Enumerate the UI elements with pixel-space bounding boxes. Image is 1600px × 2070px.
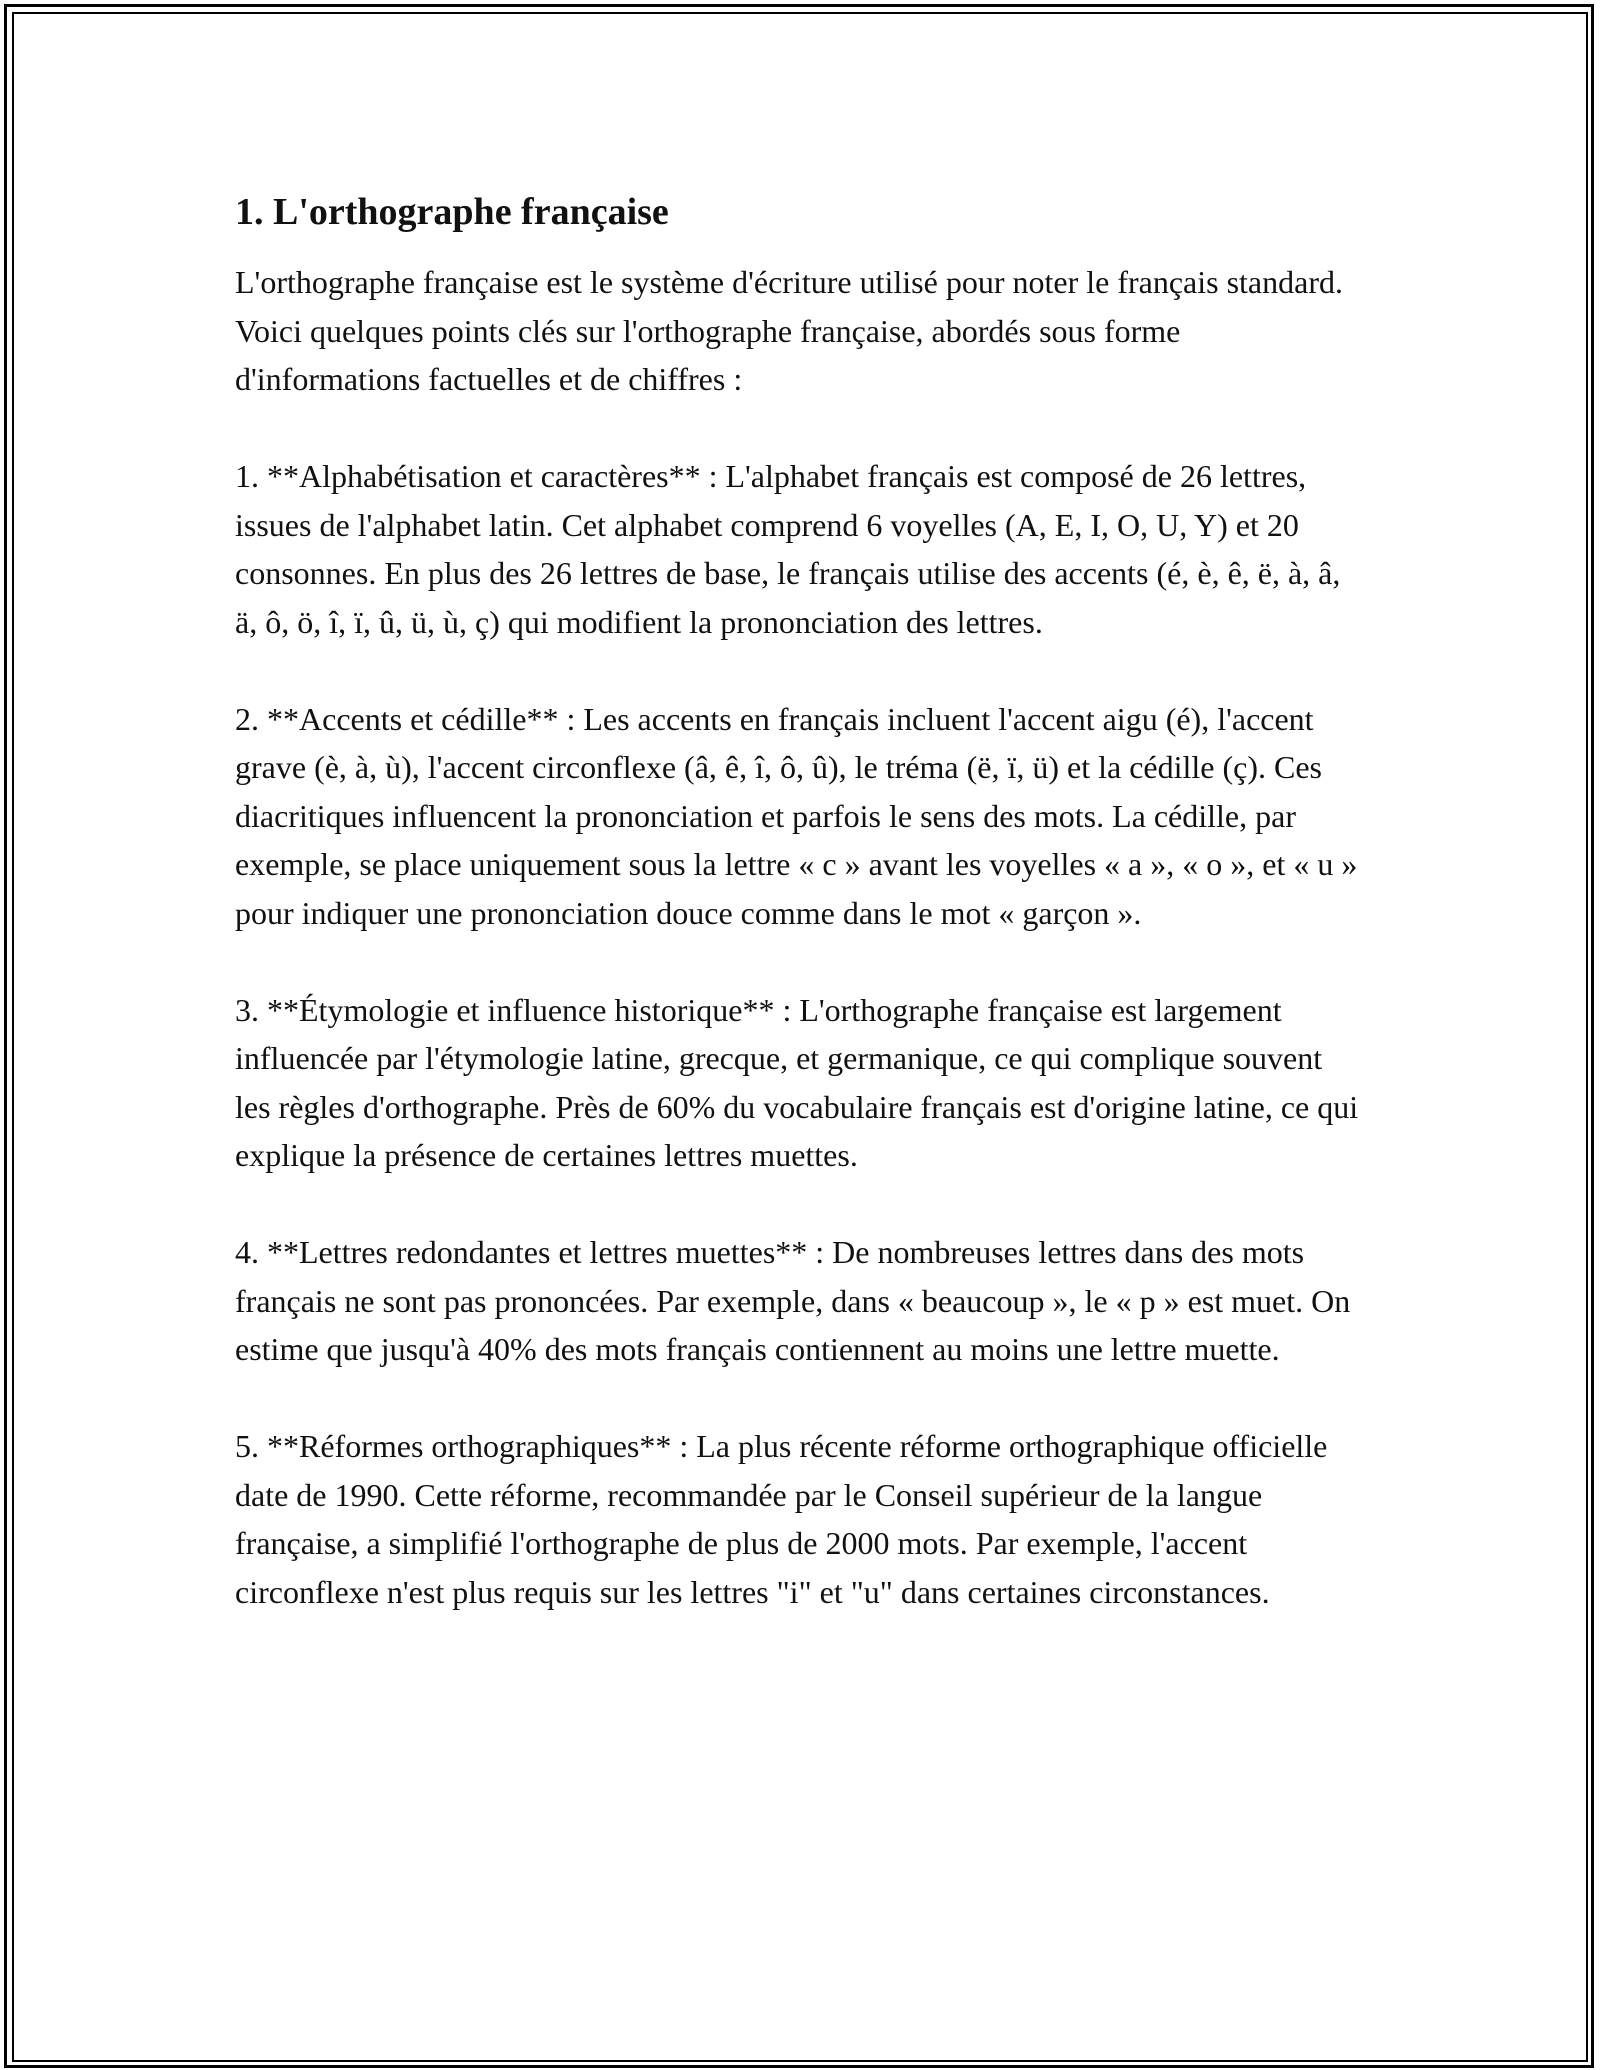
intro-paragraph: L'orthographe française est le système d'écriture utilisé pour noter le français standard. Voici quelques points clés sur l'orthographe française, abordés sous forme d'informations factuelles et de chiffres : <box>235 264 1343 397</box>
paragraph-etymology: 3. **Étymologie et influence historique** : L'orthographe française est largement influencée par l'étymologie latine, grecque, et germanique, ce qui complique souvent les règles d'orthographe. Près de 60% du vocabulaire français est d'origine latine, ce qui explique la présence de certaines lettres muettes. <box>235 991 1359 1173</box>
paragraph-accents: 2. **Accents et cédille** : Les accents en français incluent l'accent aigu (é), l'accent grave (è, à, ù), l'accent circonflexe (â, ê, î, ô, û), le tréma (ë, ï, ü) et la cédille (ç). Ces diacritiques influencent la prononciation et parfois le sens des mots. La cédille, par exemple, se place uniquement sous la lettre « c » avant les voyelles « a », « o », et « u » pour indiquer une prononciation douce comme dans le mot « garçon ». <box>235 700 1358 931</box>
paragraph-reforms: 5. **Réformes orthographiques** : La plus récente réforme orthographique officielle date de 1990. Cette réforme, recommandée par le Conseil supérieur de la langue française, a simplifié l'orthographe de plus de 2000 mots. Par exemple, l'accent circonflexe n'est plus requis sur les lettres "i" et "u" dans certaines circonstances. <box>235 1428 1328 1610</box>
paragraph-silent-letters: 4. **Lettres redondantes et lettres muettes** : De nombreuses lettres dans des mots français ne sont pas prononcées. Par exemple, dans « beaucoup », le « p » est muet. On estime que jusqu'à 40% des mots français contiennent au moins une lettre muette. <box>235 1234 1351 1367</box>
paragraph-alphabet: 1. **Alphabétisation et caractères** : L'alphabet français est composé de 26 lettres, issues de l'alphabet latin. Cet alphabet comprend 6 voyelles (A, E, I, O, U, Y) et 20 consonnes. En plus des 26 lettres de base, le français utilise des accents (é, è, ê, ë, à, â, ä, ô, ö, î, ï, û, ü, ù, ç) qui modifient la prononciation des lettres. <box>235 458 1341 640</box>
document-title: 1. L'orthographe française <box>235 191 669 233</box>
document-body <box>235 186 1365 1665</box>
